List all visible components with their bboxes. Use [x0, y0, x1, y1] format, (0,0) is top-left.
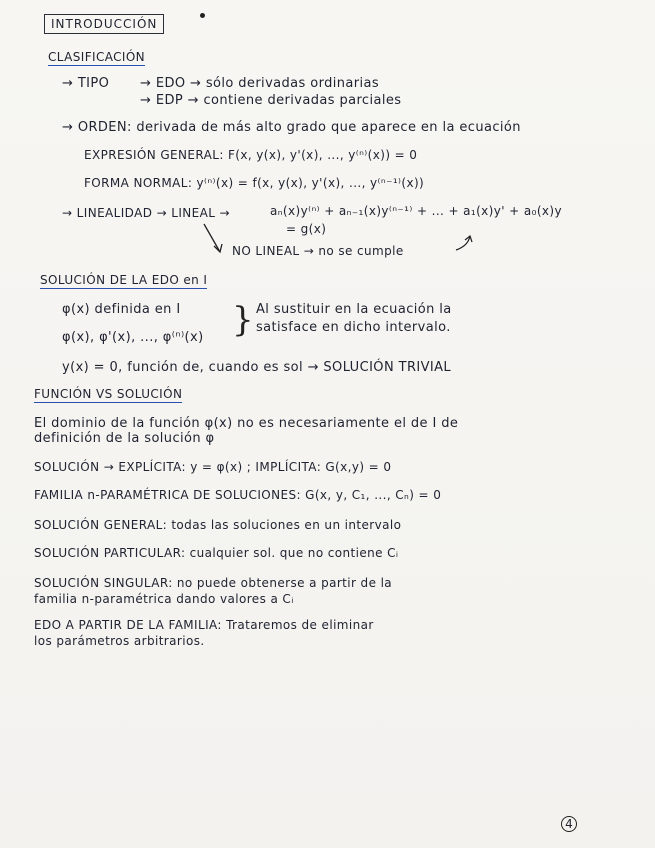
ink-dot: [200, 13, 205, 18]
solucion-trivial: y(x) = 0, función de, cuando es sol → SOLUCIÓN TRIVIAL: [62, 360, 452, 375]
lineal-equation-rhs: = g(x): [286, 222, 327, 236]
solucion-singular-1: SOLUCIÓN SINGULAR: no puede obtenerse a partir de la: [34, 576, 393, 590]
curly-brace: }: [232, 300, 254, 340]
arrow-curl: [456, 236, 470, 250]
orden-line: → ORDEN: derivada de más alto grado que aparece en la ecuación: [62, 120, 521, 135]
edo-a-partir-familia: EDO A PARTIR DE LA FAMILIA: Trataremos de eliminar: [34, 618, 374, 632]
arrowhead-no-lineal: [214, 244, 222, 252]
edo-a-partir-familia-2: los parámetros arbitrarios.: [34, 634, 205, 648]
solucion-def-1: φ(x) definida en I: [62, 302, 181, 317]
tipo-edp: → EDP → contiene derivadas parciales: [140, 93, 402, 108]
heading-clasificacion: CLASIFICACIÓN: [48, 50, 146, 64]
solucion-singular-2: familia n-paramétrica dando valores a Cᵢ: [34, 592, 294, 606]
no-lineal: NO LINEAL → no se cumple: [232, 244, 404, 258]
lineal-equation: aₙ(x)y⁽ⁿ⁾ + aₙ₋₁(x)y⁽ⁿ⁻¹⁾ + ... + a₁(x)y' + a₀(x)y: [270, 204, 562, 218]
arrowhead-curl: [465, 236, 472, 242]
tipo-edo: → EDO → sólo derivadas ordinarias: [140, 76, 380, 91]
solucion-particular: SOLUCIÓN PARTICULAR: cualquier sol. que no contiene Cᵢ: [34, 546, 399, 560]
linealidad-label: → LINEALIDAD → LINEAL →: [62, 206, 230, 220]
tipo-label: → TIPO: [62, 76, 110, 91]
arrow-no-lineal: [204, 224, 220, 252]
solucion-explicita-implicita: SOLUCIÓN → EXPLÍCITA: y = φ(x) ; IMPLÍCITA: G(x,y) = 0: [34, 460, 392, 474]
familia-n-parametrica: FAMILIA n-PARAMÉTRICA DE SOLUCIONES: G(x, y, C₁, ..., Cₙ) = 0: [34, 488, 442, 502]
page-number: 4: [561, 816, 577, 832]
forma-normal: FORMA NORMAL: y⁽ⁿ⁾(x) = f(x, y(x), y'(x), ..., y⁽ⁿ⁻¹⁾(x)): [84, 176, 425, 190]
expresion-general: EXPRESIÓN GENERAL: F(x, y(x), y'(x), ..., y⁽ⁿ⁾(x)) = 0: [84, 148, 418, 162]
solucion-right-2: satisface en dicho intervalo.: [256, 320, 451, 335]
section-title-introduccion: INTRODUCCIÓN: [44, 14, 164, 34]
dominio-line-1: El dominio de la función φ(x) no es necesariamente el de I de: [34, 416, 459, 431]
heading-funcion-vs-solucion: FUNCIÓN VS SOLUCIÓN: [34, 387, 183, 401]
solucion-def-2: φ(x), φ'(x), ..., φ⁽ⁿ⁾(x): [62, 330, 204, 345]
solucion-right-1: Al sustituir en la ecuación la: [256, 302, 452, 317]
solucion-general: SOLUCIÓN GENERAL: todas las soluciones en un intervalo: [34, 518, 402, 532]
dominio-line-2: definición de la solución φ: [34, 431, 215, 446]
heading-solucion-edo: SOLUCIÓN DE LA EDO en I: [40, 273, 208, 287]
